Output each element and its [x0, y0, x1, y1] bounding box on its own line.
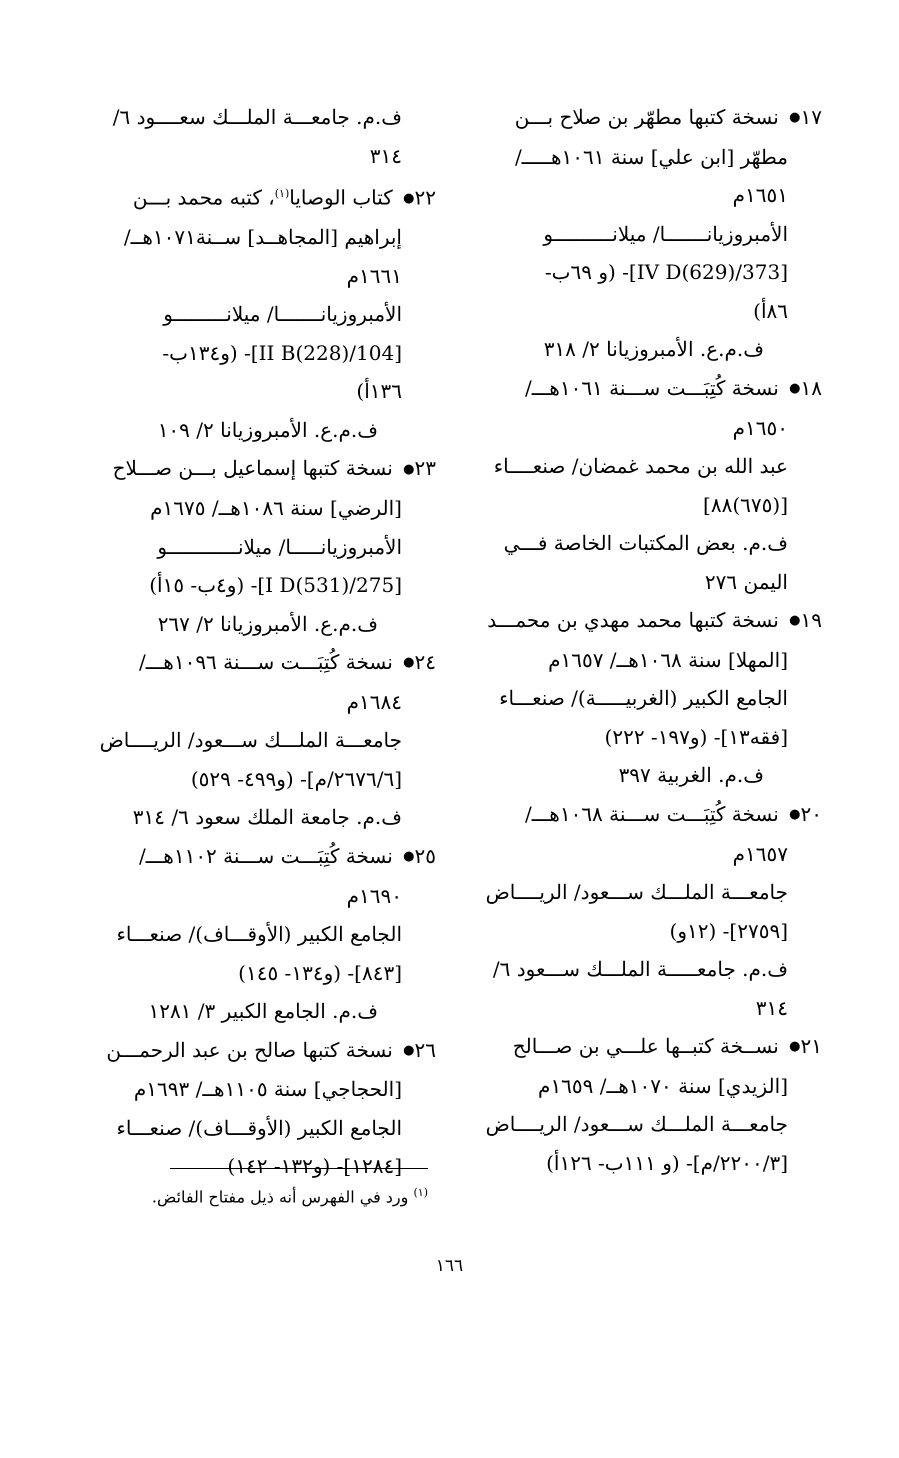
entry-line: ٣١٤ — [369, 143, 402, 168]
entry-line: [فقه١٣]- (و١٩٧- ٢٢٢) — [604, 724, 788, 749]
entry-number: ٢٢ — [414, 185, 436, 210]
bullet-icon: ● — [403, 1042, 415, 1058]
entry-line: [٨٤٣]- (و١٣٤- ١٤٥) — [238, 960, 402, 985]
bullet-icon: ● — [789, 807, 801, 822]
entry-25 — [92, 837, 436, 1031]
entry-number: ٢٤ — [414, 650, 436, 675]
footnote-text: ورد في الفهرس أنه ذيل مفتاح الفائض. — [151, 1187, 409, 1207]
bullet-icon: ● — [789, 381, 801, 396]
entry-line: ، كتبه محمد بـــن — [132, 185, 275, 210]
entry-19 — [470, 601, 822, 795]
bullet-icon: ● — [789, 110, 801, 126]
entry-line: الجامع الكبير (الغربيـــــة)/ صنعـــاء — [499, 686, 788, 711]
page-number: ١٦٦ — [435, 1256, 464, 1276]
entry-line: نسخة كُتِبَـــت ســـنة ١٠٦٨هـــ/ — [524, 801, 779, 826]
bullet-icon: ● — [403, 190, 415, 206]
entry-line: نسخة كتبها صالح بن عبد الرحمـــن — [106, 1037, 393, 1062]
entry-26 — [92, 1031, 436, 1186]
entry-number: ٢١ — [800, 1034, 822, 1058]
entry-number: ٢٠ — [800, 801, 822, 826]
entry-line: ف.م. الغربية ٣٩٧ — [618, 763, 764, 788]
entry-line: [104/II B(228)]- (و١٣٤ب- — [162, 340, 402, 365]
entry-line: الجامع الكبير (الأوقـــاف)/ صنعـــاء — [116, 1115, 402, 1140]
entry-line: [الحجاجي] سنة ١١٠٥هــ/ ١٦٩٣م — [133, 1077, 402, 1102]
continuation — [92, 98, 436, 175]
entry-line: جامعـــة الملـــك ســـعود/ الريــــاض — [99, 728, 402, 753]
bullet-icon: ● — [403, 461, 415, 477]
entry-line: نسخة كُتِبَـــت ســـنة ١٠٦١هـــ/ — [524, 375, 779, 400]
entry-24 — [92, 643, 436, 837]
entry-line: الأمبروزيانـــــــا/ ميلانــــــــــو — [543, 221, 788, 246]
entry-line: [١٢٨٤]- (و١٣٢- ١٤٢) — [227, 1154, 402, 1179]
entry-line: مطهّر [ابن علي] سنة ١٠٦١هـــــ/ — [514, 144, 788, 169]
entry-line: ف.م.ع. الأمبروزيانا ٢/ ٢٦٧ — [157, 611, 378, 636]
entry-20 — [470, 795, 822, 1027]
entry-line: إبراهيم [المجاهــد] ســنة١٠٧١هــ/ — [123, 225, 402, 250]
footnote-divider — [170, 1168, 428, 1169]
entry-line: ١٣٦أ) — [356, 379, 402, 404]
entry-line: الجامع الكبير (الأوقـــاف)/ صنعـــاء — [116, 922, 402, 947]
entry-22 — [92, 175, 436, 449]
entry-line: ف.م. بعض المكتبات الخاصة فـــي — [503, 531, 788, 555]
bullet-icon: ● — [789, 1039, 801, 1055]
entry-line: [المهلا] سنة ١٠٦٨هــ/ ١٦٥٧م — [548, 647, 788, 672]
entry-line: نسخة كتبها مطهّر بن صلاح بـــن — [514, 105, 779, 129]
entry-18 — [470, 369, 822, 601]
entry-line: ١٦٩٠م — [346, 883, 402, 908]
right-column — [470, 98, 822, 1182]
entry-line: [٢٦٧٦/٦/م]- (و٤٩٩- ٥٢٩) — [190, 766, 402, 791]
entry-line: ١٦٥٠م — [732, 415, 788, 440]
entry-number: ١٩ — [800, 608, 822, 632]
entry-number: ٢٣ — [414, 456, 436, 481]
entry-line: [(٦٧٥)٨٨] — [703, 492, 788, 517]
entry-21 — [470, 1027, 822, 1182]
entry-number: ١٧ — [800, 105, 822, 129]
entry-line: ف.م.ع. الأمبروزيانا ٢/ ١٠٩ — [157, 417, 378, 442]
entry-line: جامعـــة الملـــك ســـعود/ الريــــاض — [485, 880, 788, 904]
entry-line: عبد الله بن محمد غمضان/ صنعــــاء — [493, 454, 788, 478]
entry-number: ١٨ — [800, 375, 822, 400]
entry-line: ٨٦أ) — [753, 298, 788, 323]
entry-line: نسخة كتبها إسماعيل بـــن صـــلاح — [112, 456, 393, 481]
entry-line: جامعـــة الملـــك ســـعود/ الريــــاض — [485, 1112, 788, 1137]
entry-line: ١٦٥١م — [732, 183, 788, 208]
entry-line: [٢٢٠٠/٣/م]- (و ١١١ب- ١٢٦أ) — [546, 1150, 788, 1175]
entry-line: نسخة كُتِبَـــت ســـنة ١١٠٢هـــ/ — [138, 843, 393, 868]
entry-line: ف.م.ع. الأمبروزيانا ٢/ ٣١٨ — [543, 337, 764, 362]
entry-line: ١٦٨٤م — [346, 689, 402, 714]
entry-line: ف.م. الجامع الكبير ٣/ ١٢٨١ — [148, 999, 378, 1024]
entry-title: كتاب الوصايا — [289, 185, 393, 210]
entry-line: [الرضي] سنة ١٠٨٦هــ/ ١٦٧٥م — [150, 496, 402, 521]
footnote — [130, 1186, 428, 1206]
bullet-icon: ● — [403, 655, 415, 671]
entry-line: نسخة كُتِبَـــت ســـنة ١٠٩٦هـــ/ — [138, 650, 393, 675]
entry-line: ١٦٦١م — [346, 263, 402, 288]
entry-line: ٣١٤ — [755, 995, 788, 1020]
footnote-reference[interactable]: (١) — [274, 187, 290, 200]
entry-number: ٢٦ — [414, 1037, 436, 1062]
entry-line: [الزيدي] سنة ١٠٧٠هــ/ ١٦٥٩م — [538, 1073, 788, 1098]
entry-number: ٢٥ — [414, 843, 436, 868]
footnote-mark: (١) — [413, 1186, 428, 1199]
entry-line: ١٦٥٧م — [732, 841, 788, 866]
entry-line: ف.م. جامعـــــة الملـــك ســـعود ٦/ — [492, 957, 788, 981]
entry-line: [٢٧٥٩]- (١٢و) — [669, 918, 788, 943]
entry-line: ف.م. جامعة الملك سعود ٦/ ٣١٤ — [132, 805, 402, 830]
bullet-icon: ● — [403, 849, 415, 865]
entry-line: نســخة كتبــها علـــي بن صـــالح — [512, 1034, 779, 1058]
entry-line: الأمبروزيانـــــــا/ ميلانـــــــــو — [163, 302, 402, 327]
left-column — [92, 98, 436, 1186]
entry-line: اليمن ٢٧٦ — [704, 569, 788, 594]
entry-line: الأمبروزيانـــــا/ ميلانــــــــــــو — [157, 534, 402, 559]
entry-line: ف.م. جامعـــة الملـــك سعــــود ٦/ — [112, 105, 402, 129]
bullet-icon: ● — [789, 613, 801, 629]
entry-17 — [470, 98, 822, 369]
entry-23 — [92, 449, 436, 643]
entry-line: [373/IV D(629)]- (و ٦٩ب- — [544, 260, 788, 285]
entry-line: نسخة كتبها محمد مهدي بن محمـــد — [487, 608, 779, 632]
entry-line: [275/I D(531)]- (و٤ب- ١٥أ) — [149, 573, 402, 598]
